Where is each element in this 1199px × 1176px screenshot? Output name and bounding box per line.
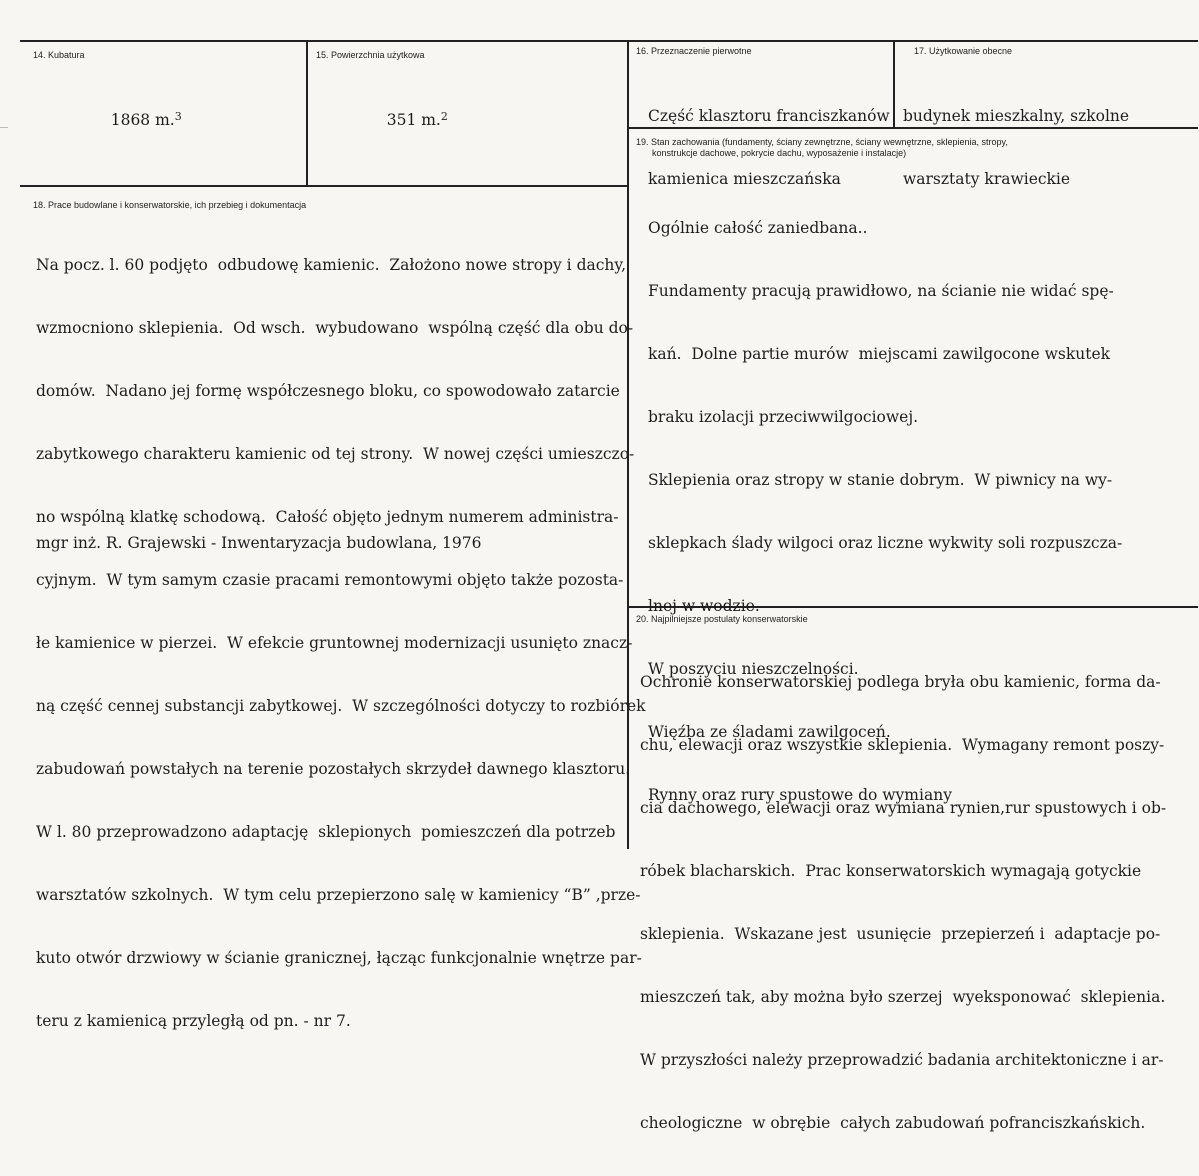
field-19-line: Rynny oraz rury spustowe do wymiany: [648, 786, 952, 804]
field-18-line: zabytkowego charakteru kamienic od tej strony. W nowej części umieszczo-: [36, 445, 635, 463]
edge-mark: [0, 127, 8, 128]
field-15-value: [367, 89, 448, 152]
field-19-line: Fundamenty pracują prawidłowo, na ścianie nie widać spę-: [648, 282, 1114, 300]
field-20-line: róbek blacharskich. Prac konserwatorskich wymagają gotyckie: [640, 862, 1142, 880]
field-19-label: [636, 137, 1008, 159]
field-14-number: 1868 m.: [110, 111, 175, 129]
field-20-label: 20. Najpilniejsze postulaty konserwatorskie: [636, 614, 808, 624]
field-20-line: chu, elewacji oraz wszystkie sklepienia. Wymagany remont poszy-: [640, 736, 1165, 754]
field-19-label-line: konstrukcje dachowe, pokrycie dachu, wyposażenie i instalacje): [652, 148, 907, 158]
field-20-line: cheologiczne w obrębie całych zabudowań pofranciszkańskich.: [640, 1114, 1146, 1132]
field-18-line: wzmocniono sklepienia. Od wsch. wybudowano wspólną część dla obu do-: [36, 319, 634, 337]
field-16-line: kamienica mieszczańska: [648, 170, 841, 188]
field-14-value: [91, 89, 182, 152]
field-18-signature: mgr inż. R. Grajewski - Inwentaryzacja budowlana, 1976: [36, 534, 482, 552]
field-14-unit-exp: 3: [174, 110, 182, 123]
field-18-line: Na pocz. l. 60 podjęto odbudowę kamienic. Założono nowe stropy i dachy,: [36, 256, 627, 274]
field-16-line: Część klasztoru franciszkanów: [648, 107, 890, 125]
field-20-line: sklepienia. Wskazane jest usunięcie przepierzeń i adaptacje po-: [640, 925, 1161, 943]
field-18-line: warsztatów szkolnych. W tym celu przepierzono salę w kamienicy “B” ,prze-: [36, 886, 641, 904]
field-20-line: Ochronie konserwatorskiej podlega bryła obu kamienic, forma da-: [640, 673, 1161, 691]
field-18-line: no wspólną klatkę schodową. Całość objęto jednym numerem administra-: [36, 508, 619, 526]
divider-14-15: [306, 40, 308, 186]
field-17-line: budynek mieszkalny, szkolne: [903, 107, 1130, 125]
field-17-label: 17. Użytkowanie obecne: [914, 46, 1013, 56]
field-18-line: W l. 80 przeprowadzono adaptację sklepionych pomieszczeń dla potrzeb: [36, 823, 616, 841]
field-19-line: sklepkach ślady wilgoci oraz liczne wykwity soli rozpuszcza-: [648, 534, 1123, 552]
top-border: [20, 40, 1198, 42]
field-20-line: W przyszłości należy przeprowadzić badania architektoniczne i ar-: [640, 1051, 1164, 1069]
field-19-label-line: 19. Stan zachowania (fundamenty, ściany zewnętrzne, ściany wewnętrzne, sklepienia, stropy,: [636, 137, 1008, 147]
field-14-label: 14. Kubatura: [33, 50, 85, 60]
field-18-line: cyjnym. W tym samym czasie pracami remontowymi objęto także pozosta-: [36, 571, 624, 589]
field-15-unit-exp: 2: [440, 110, 448, 123]
field-20-value: [640, 630, 1166, 1176]
field-20-line: mieszczeń tak, aby można było szerzej wyeksponować sklepienia.: [640, 988, 1166, 1006]
field-18-line: łe kamienice w pierzei. W efekcie gruntownej modernizacji usunięto znacz-: [36, 634, 633, 652]
field-17-line: warsztaty krawieckie: [903, 170, 1071, 188]
field-18-label: 18. Prace budowlane i konserwatorskie, ich przebieg i dokumentacja: [33, 200, 307, 210]
divider-14-18: [20, 185, 628, 187]
field-19-line: W poszyciu nieszczelności.: [648, 660, 859, 678]
field-19-line: lnej w wodzie.: [648, 597, 760, 615]
field-15-number: 351 m.: [386, 111, 441, 129]
field-15-label: 15. Powierzchnia użytkowa: [316, 50, 425, 60]
field-19-line: braku izolacji przeciwwilgociowej.: [648, 408, 919, 426]
field-18-line: teru z kamienicą przyległą od pn. - nr 7.: [36, 1012, 351, 1030]
field-19-line: Więźba ze śladami zawilgoceń.: [648, 723, 891, 741]
field-16-label: 16. Przeznaczenie pierwotne: [636, 46, 752, 56]
field-18-line: zabudowań powstałych na terenie pozostałych skrzydeł dawnego klasztoru.: [36, 760, 631, 778]
field-20-line: cia dachowego, elewacji oraz wymiana rynien,rur spustowych i ob-: [640, 799, 1167, 817]
field-18-value: [36, 213, 646, 1074]
divider-16-17: [893, 40, 895, 128]
field-18-line: kuto otwór drzwiowy w ścianie granicznej, łącząc funkcjonalnie wnętrze par-: [36, 949, 642, 967]
field-19-line: kań. Dolne partie murów miejscami zawilgocone wskutek: [648, 345, 1111, 363]
field-19-line: Sklepienia oraz stropy w stanie dobrym. W piwnicy na wy-: [648, 471, 1113, 489]
field-18-line: ną część cennej substancji zabytkowej. W szczególności dotyczy to rozbiórek: [36, 697, 646, 715]
field-19-line: Ogólnie całość zaniedbana..: [648, 219, 868, 237]
field-18-line: domów. Nadano jej formę współczesnego bloku, co spowodowało zatarcie: [36, 382, 620, 400]
